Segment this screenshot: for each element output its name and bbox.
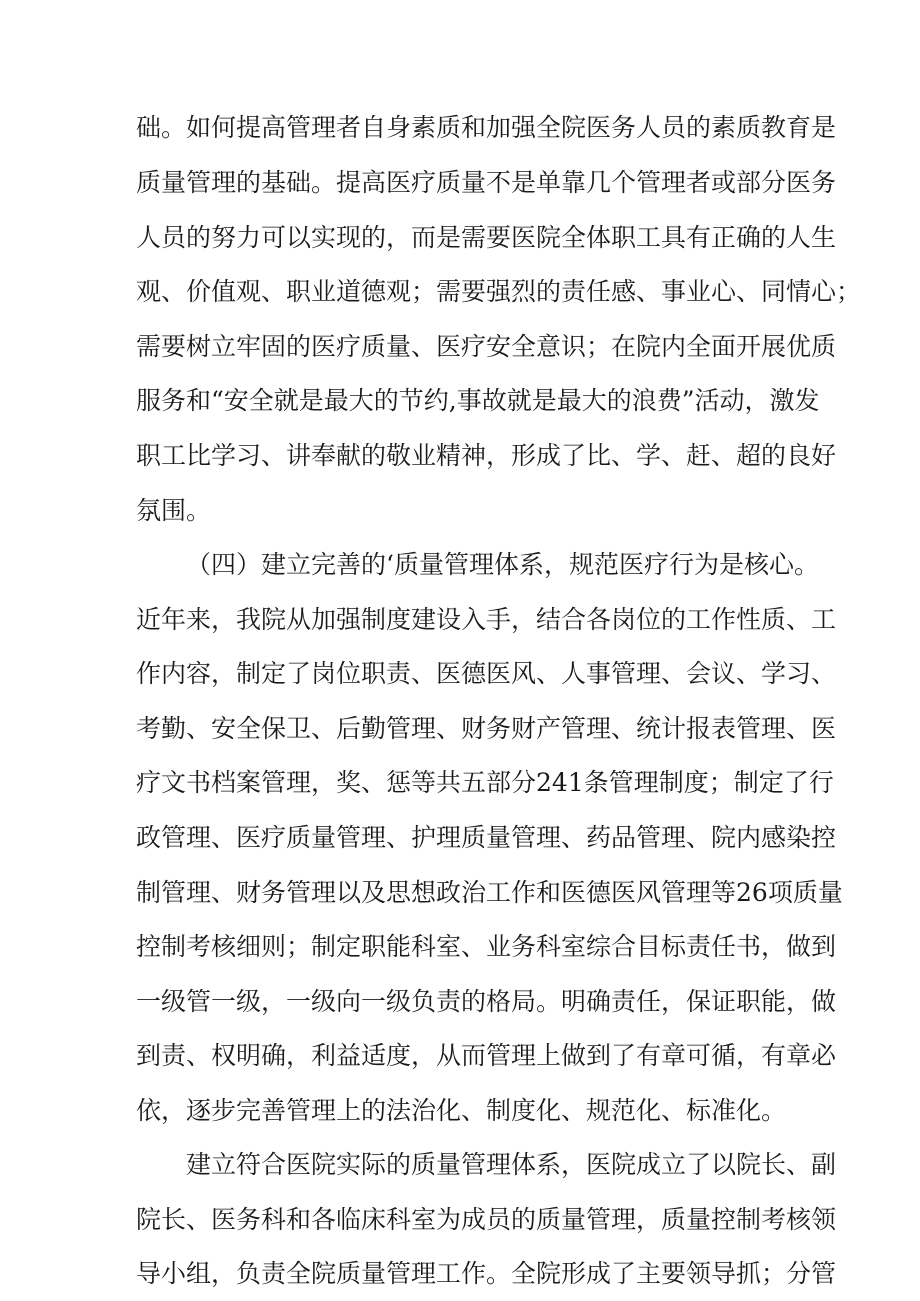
- text-line: 作内容，制定了岗位职责、医德医风、人事管理、会议、学习、: [136, 659, 837, 688]
- text-line: 到责、权明确，利益适度，从而管理上做到了有章可循，有章必: [136, 1041, 837, 1070]
- text-line: 服务和“安全就是最大的节约,事故就是最大的浪费”活动，激发: [136, 386, 820, 415]
- text-line: 氛围。: [136, 496, 212, 525]
- text-line: 考勤、安全保卫、后勤管理、财务财产管理、统计报表管理、医: [136, 714, 837, 743]
- text-line: 需要树立牢固的医疗质量、医疗安全意识；在院内全面开展优质: [136, 332, 837, 361]
- text-line: 院长、医务科和各临床科室为成员的质量管理，质量控制考核领: [136, 1205, 837, 1234]
- text-line: 职工比学习、讲奉献的敬业精神，形成了比、学、赶、超的良好: [136, 441, 837, 470]
- text-line: 础。如何提高管理者自身素质和加强全院医务人员的素质教育是: [136, 113, 837, 142]
- text-line: 质量管理的基础。提高医疗质量不是单靠几个管理者或部分医务: [136, 168, 837, 197]
- text-line: 疗文书档案管理，奖、惩等共五部分241条管理制度；制定了行: [136, 768, 834, 797]
- text-line: 依，逐步完善管理上的法治化、制度化、规范化、标准化。: [136, 1096, 787, 1125]
- text-line: 制管理、财务管理以及思想政治工作和医德医风管理等26项质量: [136, 878, 843, 907]
- text-line: 控制考核细则；制定职能科室、业务科室综合目标责任书，做到: [136, 932, 837, 961]
- text-line: 建立符合医院实际的质量管理体系，医院成立了以院长、副: [186, 1150, 837, 1179]
- text-line: 人员的努力可以实现的，而是需要医院全体职工具有正确的人生: [136, 223, 837, 252]
- text-line: （四）建立完善的‘质量管理体系，规范医疗行为是核心。: [186, 550, 819, 579]
- text-line: 政管理、医疗质量管理、护理质量管理、药品管理、院内感染控: [136, 823, 837, 852]
- text-line: 近年来，我院从加强制度建设入手，结合各岗位的工作性质、工: [136, 605, 837, 634]
- text-line: 一级管一级，一级向一级负责的格局。明确责任，保证职能，做: [136, 987, 837, 1016]
- text-line: 导小组，负责全院质量管理工作。全院形成了主要领导抓；分管: [136, 1259, 837, 1288]
- text-line: 观、价值观、职业道德观；需要强烈的责任感、事业心、同情心；: [136, 277, 862, 306]
